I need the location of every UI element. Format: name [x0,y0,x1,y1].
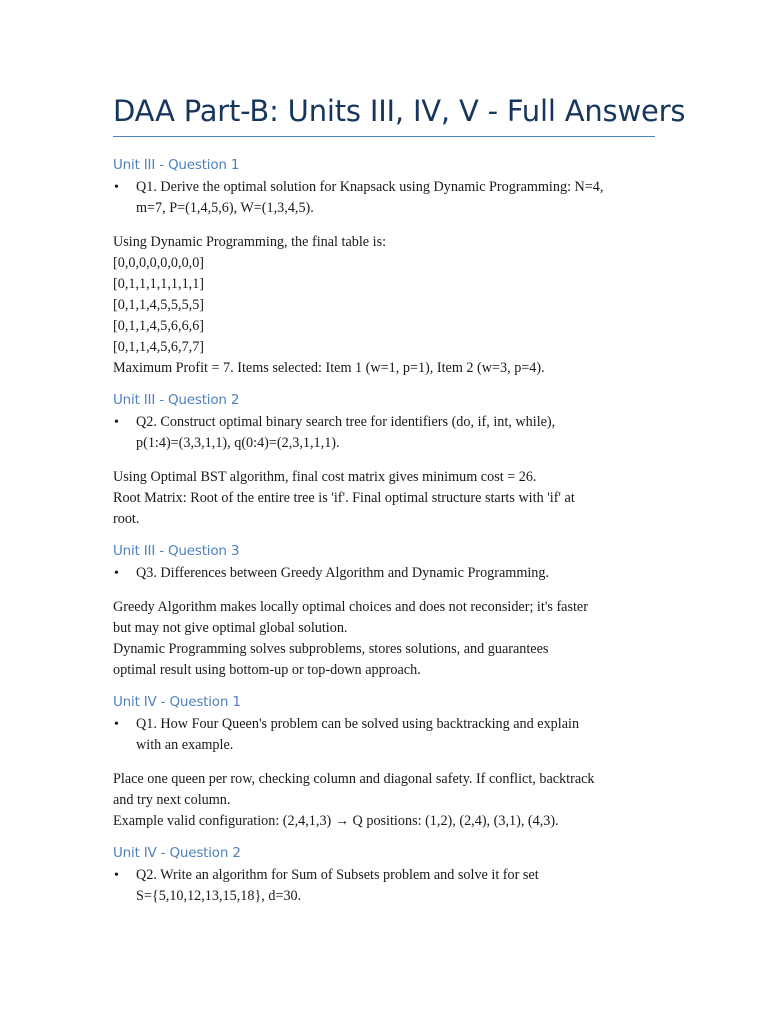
bullet-icon: • [114,717,119,732]
question-line: Q2. Construct optimal binary search tree for identifiers (do, if, int, while), [136,414,556,430]
question-bullet-item [113,563,655,584]
question-bullet-item [113,865,655,907]
answer-line: [0,1,1,1,1,1,1,1] [113,276,205,292]
answer-line: [0,0,0,0,0,0,0,0] [113,255,205,271]
answer-line: [0,1,1,4,5,6,7,7] [113,339,205,355]
answer-line: [0,1,1,4,5,6,6,6] [113,318,205,334]
answer-paragraph [113,597,655,681]
question-line: S={5,10,12,13,15,18}, d=30. [136,888,302,904]
section-heading: Unit IV - Question 2 [113,845,241,861]
bullet-icon: • [114,868,119,883]
question-line: with an example. [136,737,234,753]
answer-line: Using Optimal BST algorithm, final cost matrix gives minimum cost = 26. [113,469,537,485]
answer-line: Example valid configuration: (2,4,1,3) → Q positions: (1,2), (2,4), (3,1), (4,3). [113,813,559,829]
answer-paragraph [113,467,655,530]
question-line: Q1. How Four Queen's problem can be solved using backtracking and explain [136,716,580,732]
section-heading: Unit III - Question 2 [113,392,240,408]
section-heading: Unit III - Question 1 [113,157,240,173]
answer-line: Place one queen per row, checking column and diagonal safety. If conflict, backtrack [113,771,595,787]
answer-line: Dynamic Programming solves subproblems, stores solutions, and guarantees [113,641,549,657]
bullet-icon: • [114,415,119,430]
question-line: m=7, P=(1,4,5,6), W=(1,3,4,5). [136,200,314,216]
answer-line: Maximum Profit = 7. Items selected: Item 1 (w=1, p=1), Item 2 (w=3, p=4). [113,360,545,376]
answer-line: optimal result using bottom-up or top-down approach. [113,662,421,678]
document-title: DAA Part-B: Units III, IV, V - Full Answers [113,94,655,137]
answer-line: Using Dynamic Programming, the final table is: [113,234,387,250]
question-bullet-item [113,714,655,756]
answer-line: and try next column. [113,792,231,808]
question-line: p(1:4)=(3,3,1,1), q(0:4)=(2,3,1,1,1). [136,435,340,451]
question-bullet-item [113,177,655,219]
answer-line: but may not give optimal global solution. [113,620,348,636]
answer-line: root. [113,511,140,527]
bullet-icon: • [114,180,119,195]
answer-line: Greedy Algorithm makes locally optimal choices and does not reconsider; it's faster [113,599,588,615]
question-line: Q3. Differences between Greedy Algorithm and Dynamic Programming. [136,565,550,581]
question-line: Q2. Write an algorithm for Sum of Subsets problem and solve it for set [136,867,539,883]
answer-line: Root Matrix: Root of the entire tree is 'if'. Final optimal structure starts with 'if' at [113,490,575,506]
answer-paragraph [113,232,655,379]
section-heading: Unit III - Question 3 [113,543,240,559]
question-bullet-item [113,412,655,454]
answer-paragraph [113,769,655,832]
document-body [113,94,686,907]
answer-line: [0,1,1,4,5,5,5,5] [113,297,205,313]
question-line: Q1. Derive the optimal solution for Knapsack using Dynamic Programming: N=4, [136,179,604,195]
bullet-icon: • [114,566,119,581]
section-heading: Unit IV - Question 1 [113,694,241,710]
